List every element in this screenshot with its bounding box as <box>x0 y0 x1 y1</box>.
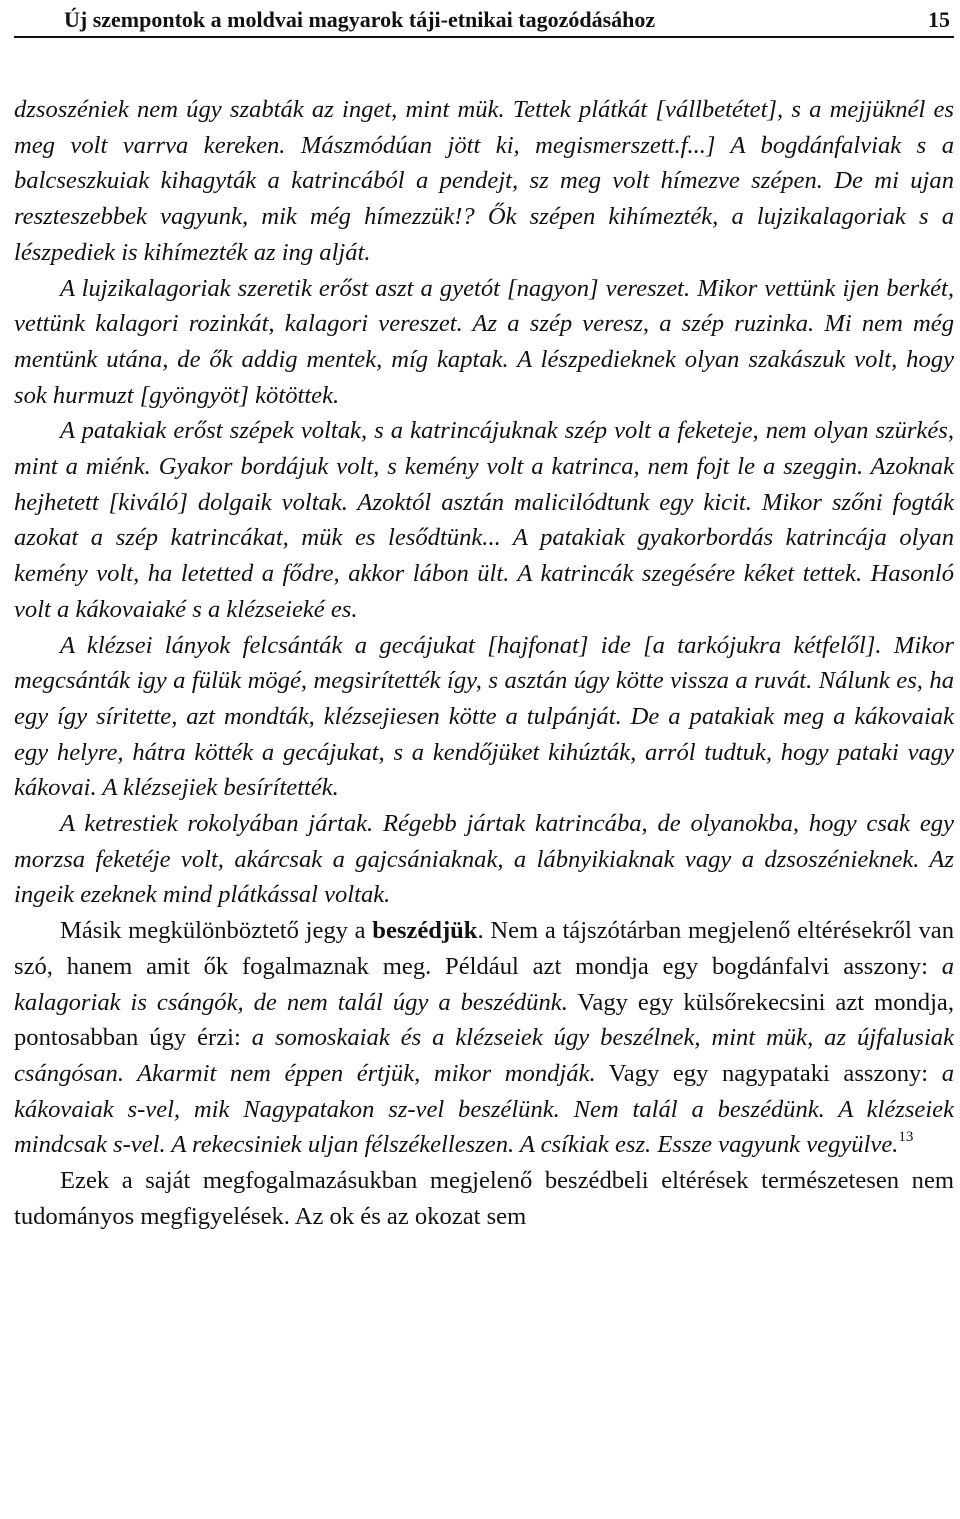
emphasized-term: beszédjük <box>372 917 478 945</box>
book-page <box>14 0 954 1235</box>
text-run: . Nem a tájszótárban megjelenő eltérésekről van szó, hanem amit ők fogalmaznak meg. Például azt mondja egy bogdánfalvi asszony: <box>14 917 954 980</box>
body-text <box>14 92 954 1235</box>
interview-paragraph: A ketrestiek rokolyában jártak. Régebb jártak katrincába, de olyanokba, hogy csak egy morzsa feketéje volt, akárcsak a gajcsániaknak, a lábnyikiaknak vagy a dzsoszénieknek. Az ingeik ezeknek mind plátkással voltak. <box>14 810 954 909</box>
interview-paragraph: A patakiak erőst szépek voltak, s a katrincájuknak szép volt a feketeje, nem olyan szürkés, mint a miénk. Gyakor bordájuk volt, s kemény volt a katrinca, nem fojt le a szeggin. Azoknak hejhetett [kiváló] dolgaik voltak. Azoktól asztán malicilódtunk egy kicit. Mikor szőni fogták azokat a szép katrincákat, mük es lesődtünk... A patakiak gyakorbordás katrincája olyan kemény volt, ha letetted a fődre, akkor lábon ült. A katrincák szegésére kéket tettek. Hasonló volt a kákovaiaké s a klézseieké es. <box>14 417 954 623</box>
text-run: Vagy egy külsőrekecsini azt mondja, pontosabban úgy érzi: <box>14 988 954 1052</box>
interview-paragraph: A lujzikalagoriak szeretik erőst aszt a gyetót [nagyon] vereszet. Mikor vettünk ijen berkét, vettünk kalagori rozinkát, kalagori vereszet. Az a szép veresz, a szép ruzinka. Mi nem még mentünk utána, de ők addig mentek, míg kaptak. A lészpedieknek olyan szakászuk volt, hogy sok hurmuzt [gyöngyöt] kötöttek. <box>14 274 954 409</box>
text-run: Másik megkülönböztető jegy a <box>60 917 373 945</box>
running-title: Új szempontok a moldvai magyarok táji-etnikai tagozódásához <box>64 7 656 32</box>
text-run: Vagy egy nagypataki asszony: <box>595 1059 942 1087</box>
body-paragraph: Ezek a saját megfogalmazásukban megjelenő beszédbeli eltérések természetesen nem tudományos megfigyelések. Az ok és az okozat sem <box>14 1167 954 1230</box>
running-header <box>14 0 954 38</box>
quotation: a kalagoriak is csángók, de nem talál úgy a beszédünk. <box>14 952 954 1016</box>
quotation: a somoskaiak és a klézseiek úgy beszélnek, mint mük, az újfalusiak csángósan. Akarmit nem éppen értjük, mikor mondják. <box>14 1024 954 1087</box>
body-paragraph <box>14 913 954 1163</box>
footnote-reference[interactable]: 13 <box>898 1129 914 1146</box>
page-number: 15 <box>928 7 950 32</box>
interview-paragraph: dzsoszéniek nem úgy szabták az inget, mint mük. Tettek plátkát [vállbetétet], s a mejjüknél es meg volt varrva kereken. Mászmódúan jött ki, megismerszett.f...] A bogdánfalviak s a balcseszkuiak kihagyták a katrincából a pendejt, sz meg volt hímezve szépen. De mi ujan reszteszebbek vagyunk, mik még hímezzük!? Ők szépen kihímezték, a lujzikalagoriak s a lészpediek is kihímezték az ing alját. <box>14 96 954 266</box>
quotation: a kákovaiak s-vel, mik Nagypatakon sz-vel beszélünk. Nem talál a beszédünk. A klézseiek mindcsak s-vel. A rekecsiniek uljan félszékelleszen. A csíkiak esz. Essze vagyunk vegyülve. <box>14 1059 954 1159</box>
interview-paragraph: A klézsei lányok felcsánták a gecájukat [hajfonat] ide [a tarkójukra kétfelől]. Mikor megcsánták igy a fülük mögé, megsirítették így, s asztán úgy kötte vissza a ruvát. Nálunk es, ha egy így síritette, azt mondták, klézsejiesen kötte a tulpánját. De a patakiak meg a kákovaiak egy helyre, hátra kötték a gecájukat, s a kendőjüket kihúzták, arról tudtuk, hogy pataki vagy kákovai. A klézsejiek besírítették. <box>14 631 954 802</box>
